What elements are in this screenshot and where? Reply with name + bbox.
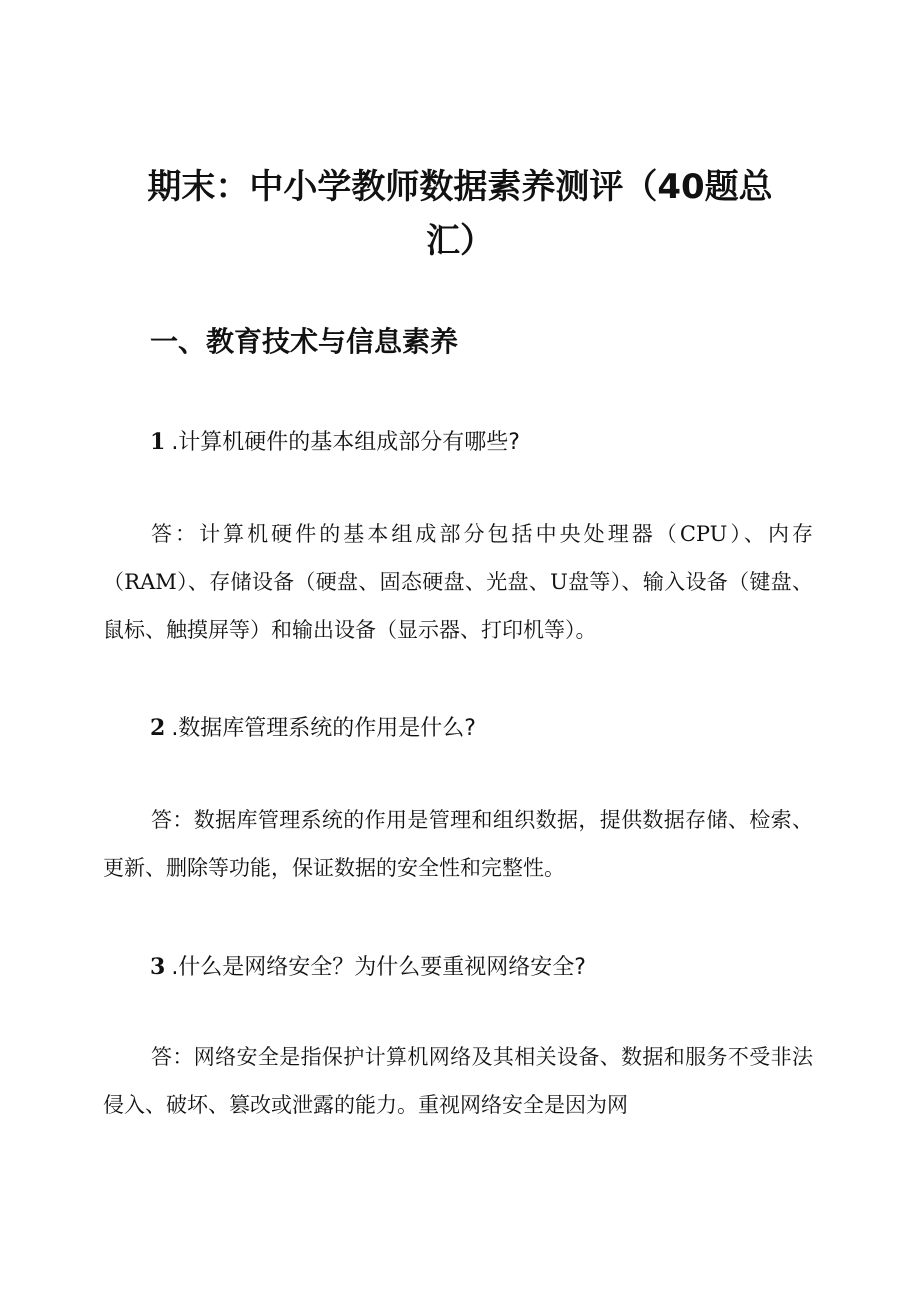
question-1-text: .计算机硬件的基本组成部分有哪些? — [171, 430, 520, 455]
answer-2: 答：数据库管理系统的作用是管理和组织数据，提供数据存储、检索、更新、删除等功能，保证数据的安全性和完整性。 — [103, 808, 813, 880]
question-1-number: 1 — [150, 429, 166, 455]
question-3-text: .什么是网络安全？为什么要重视网络安全? — [171, 955, 586, 980]
section-heading: 一、教育技术与信息素养 — [150, 325, 459, 358]
question-2 — [150, 712, 476, 745]
question-3-number: 3 — [150, 954, 166, 980]
answer-1: 答：计算机硬件的基本组成部分包括中央处理器（CPU）、内存（RAM）、存储设备（硬盘、固态硬盘、光盘、U盘等）、输入设备（键盘、鼠标、触摸屏等）和输出设备（显示器、打印机等）。 — [103, 522, 813, 642]
question-2-text: .数据库管理系统的作用是什么? — [171, 716, 476, 741]
document-title: 期末：中小学教师数据素养测评（40题总汇） — [147, 167, 773, 261]
question-2-number: 2 — [150, 715, 166, 741]
answer-3: 答：网络安全是指保护计算机网络及其相关设备、数据和服务不受非法侵入、破坏、篡改或泄露的能力。重视网络安全是因为网 — [103, 1045, 813, 1117]
question-1 — [150, 426, 520, 459]
question-3 — [150, 951, 586, 984]
